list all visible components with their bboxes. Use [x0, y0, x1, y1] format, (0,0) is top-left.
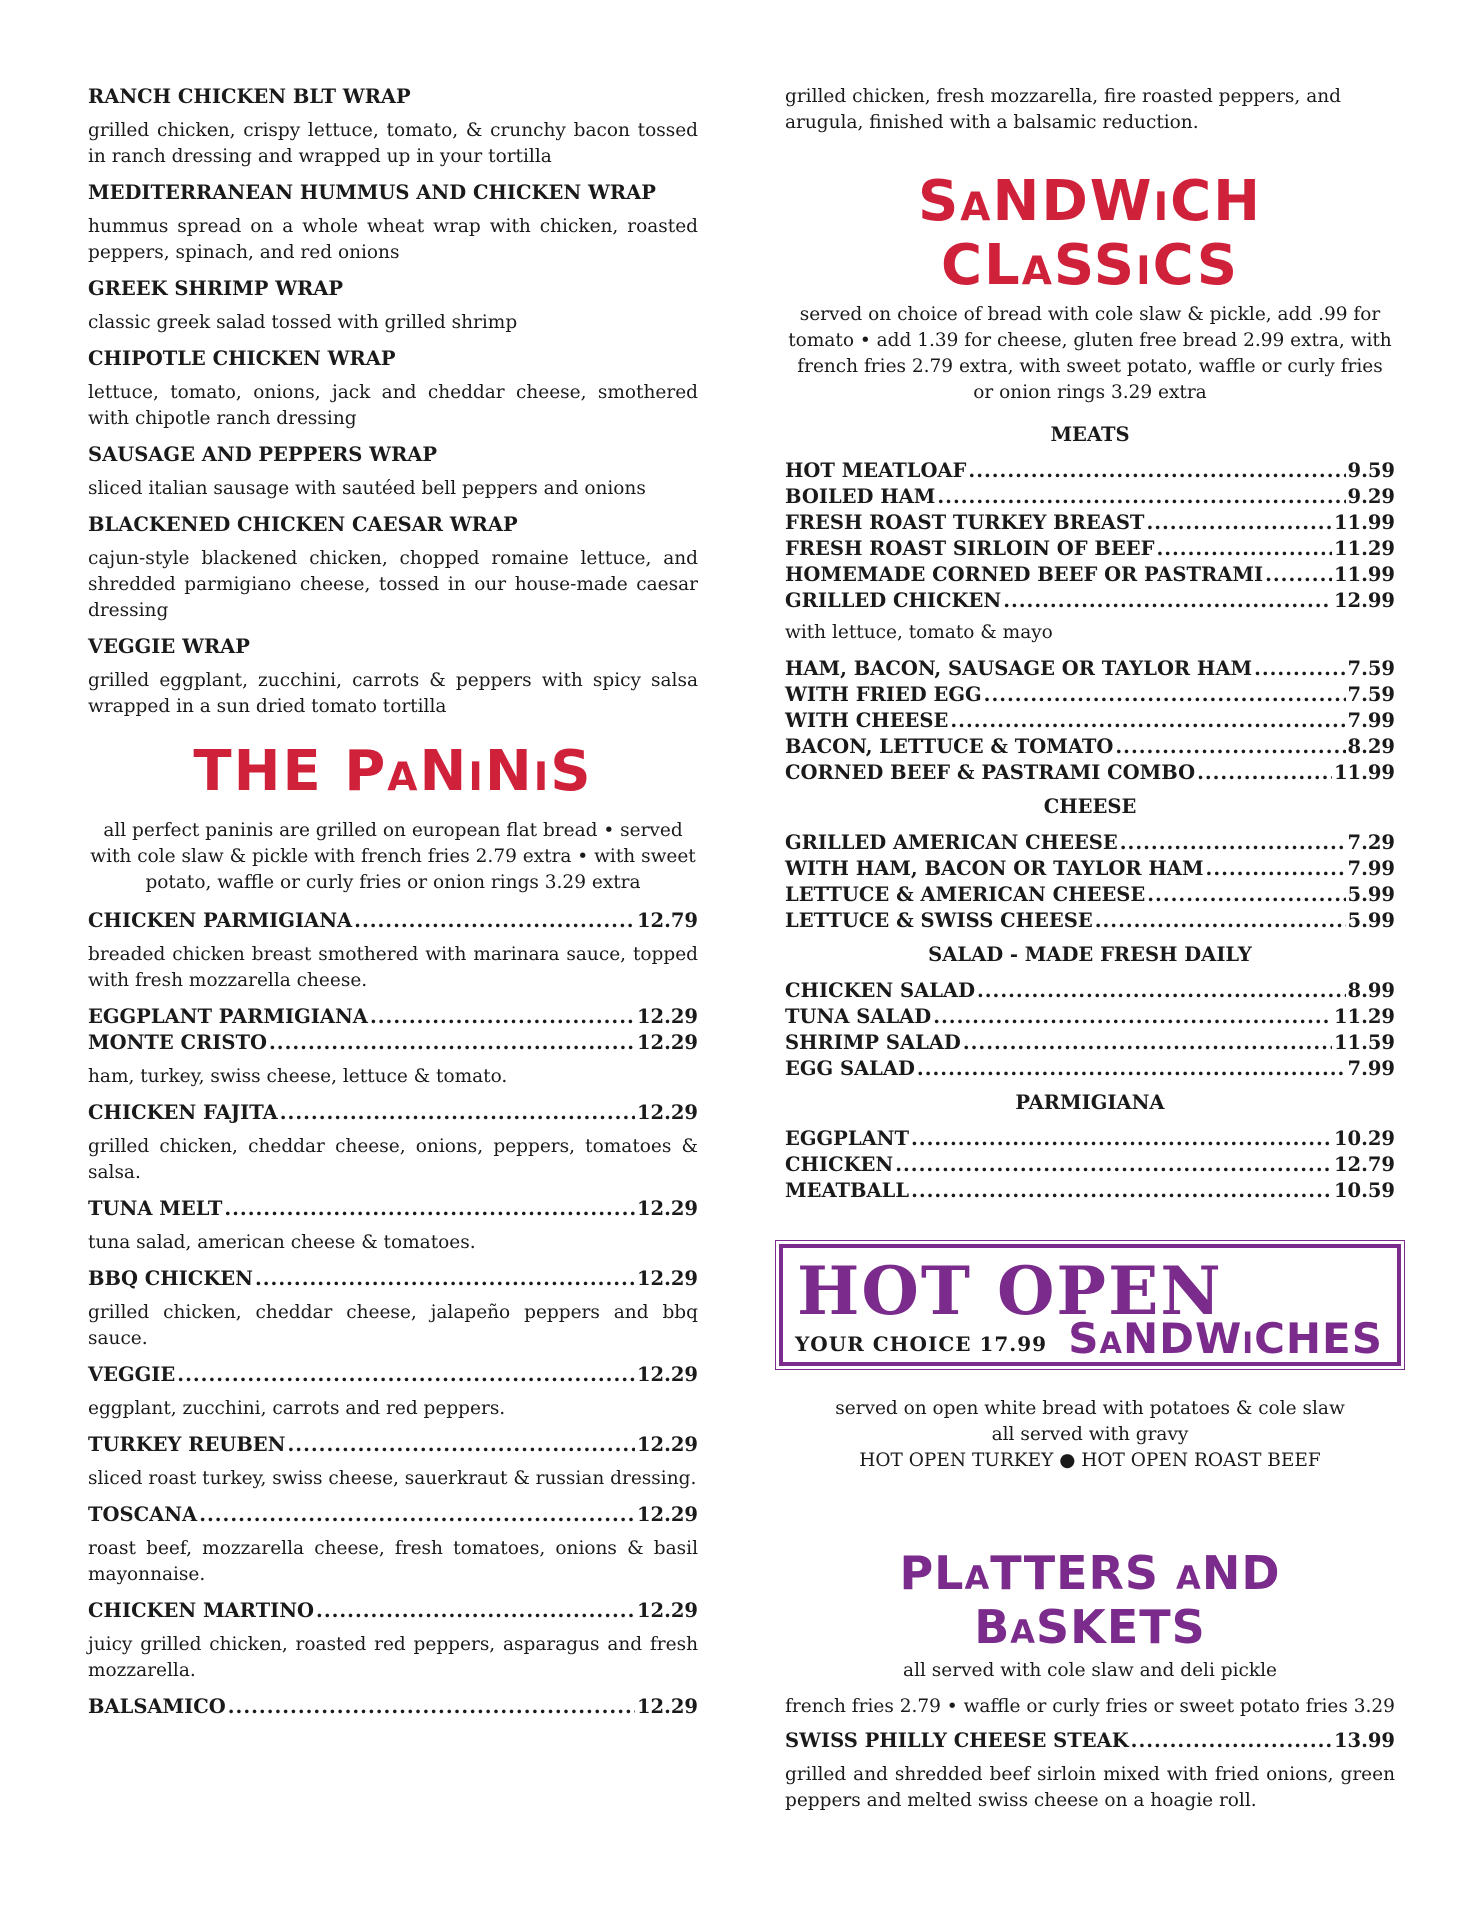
- leader-dots: [984, 682, 1346, 708]
- menu-item-name: BALSAMICO: [88, 1695, 226, 1718]
- menu-item-name: TUNA MELT: [88, 1197, 223, 1220]
- wrap-item: [88, 442, 698, 502]
- leader-dots: [1254, 656, 1345, 682]
- menu-item-description: grilled and shredded beef sirloin mixed with fried onions, green peppers and melted swiss cheese on a hoagie roll.: [785, 1764, 1395, 1811]
- menu-item-name: BACON, LETTUCE & TOMATO: [785, 735, 1114, 758]
- hot-open-choice: YOUR CHOICE 17.99: [795, 1332, 1048, 1356]
- wrap-name: MEDITERRANEAN HUMMUS AND CHICKEN WRAP: [88, 181, 656, 204]
- menu-item-price: 12.29: [636, 1197, 698, 1220]
- meats-heading: MEATS: [1050, 423, 1130, 446]
- menu-item-description: grilled chicken, cheddar cheese, onions, peppers, tomatoes & salsa.: [88, 1136, 698, 1183]
- menu-item-name: TUNA SALAD: [785, 1005, 932, 1028]
- menu-item-row: [88, 1100, 698, 1126]
- menu-item-name: BOILED HAM: [785, 485, 936, 508]
- menu-item-price: 11.99: [1333, 563, 1395, 586]
- leader-dots: [917, 1056, 1346, 1082]
- menu-item-row: [785, 760, 1395, 786]
- parmigiana-heading: PARMIGIANA: [1015, 1091, 1165, 1114]
- leader-dots: [1115, 734, 1345, 760]
- wrap-description: hummus spread on a whole wheat wrap with chicken, roasted peppers, spinach, and red onions: [88, 216, 698, 263]
- wrap-name: CHIPOTLE CHICKEN WRAP: [88, 347, 396, 370]
- menu-item-price: 12.99: [1333, 589, 1395, 612]
- balsamico-description: grilled chicken, fresh mozzarella, fire roasted peppers, and arugula, finished with a balsamic reduction.: [785, 86, 1341, 133]
- menu-item-row: [785, 536, 1395, 562]
- leader-dots: [963, 1030, 1332, 1056]
- menu-item-price: 7.29: [1347, 831, 1395, 854]
- paninis-intro: all perfect paninis are grilled on european flat bread • served with cole slaw & pickle with french fries 2.79 extra • with sweet potato, waffle or curly fries or onion rings 3.29 extra: [90, 820, 696, 893]
- wrap-item: [88, 180, 698, 266]
- menu-item-row: [88, 1362, 698, 1388]
- menu-item-row: [785, 1178, 1395, 1204]
- leader-dots: [968, 458, 1345, 484]
- menu-item-row: [785, 656, 1395, 682]
- menu-item-row: [785, 830, 1395, 856]
- paninis-list: [88, 908, 698, 1720]
- menu-item-row: [88, 1598, 698, 1624]
- menu-item-name: LETTUCE & AMERICAN CHEESE: [785, 883, 1146, 906]
- menu-item-name: CORNED BEEF & PASTRAMI COMBO: [785, 761, 1196, 784]
- leader-dots: [1095, 908, 1346, 934]
- menu-item-description: ham, turkey, swiss cheese, lettuce & tomato.: [88, 1066, 508, 1087]
- meats2-list: [785, 656, 1395, 786]
- menu-item-price: 7.99: [1347, 1057, 1395, 1080]
- menu-item-row: [88, 1694, 698, 1720]
- menu-item-name: HOMEMADE CORNED BEEF OR PASTRAMI: [785, 563, 1264, 586]
- menu-item-name: EGG SALAD: [785, 1057, 915, 1080]
- menu-item-price: 11.99: [1333, 761, 1395, 784]
- menu-item-row: [785, 734, 1395, 760]
- menu-item-description: breaded chicken breast smothered with marinara sauce, topped with fresh mozzarella cheese.: [88, 944, 698, 991]
- menu-item-price: 11.29: [1333, 1005, 1395, 1028]
- meats-note: with lettuce, tomato & mayo: [785, 622, 1053, 643]
- menu-item-row: [88, 1432, 698, 1458]
- sandwich-classics-title: SaNDWiCH CLaSSiCS: [917, 169, 1263, 298]
- platters-title: PLaTTERS aND BaSKETS: [899, 1546, 1281, 1654]
- wrap-item: [88, 276, 698, 336]
- hot-open-line-1: served on open white bread with potatoes & cole slaw: [835, 1398, 1345, 1419]
- leader-dots: [950, 708, 1345, 734]
- paninis-title: THE PaNiNiS: [193, 739, 593, 804]
- wrap-name: BLACKENED CHICKEN CAESAR WRAP: [88, 513, 518, 536]
- menu-item-name: HAM, BACON, SAUSAGE OR TAYLOR HAM: [785, 657, 1253, 680]
- leader-dots: [228, 1694, 635, 1720]
- menu-item-price: 12.29: [636, 1005, 698, 1028]
- menu-item-row: [88, 1502, 698, 1528]
- wrap-item: [88, 84, 698, 170]
- wrap-item: [88, 346, 698, 432]
- sandwich-classics-intro: served on choice of bread with cole slaw & pickle, add .99 for tomato • add 1.39 for cheese, gluten free bread 2.99 extra, with french fries 2.79 extra, with sweet potato, waffle or curly fries or onion rings 3.29 extra: [788, 304, 1392, 403]
- cheese-heading: CHEESE: [1043, 795, 1137, 818]
- leader-dots: [316, 1598, 635, 1624]
- menu-item-row: [88, 1266, 698, 1292]
- wrap-description: grilled eggplant, zucchini, carrots & peppers with spicy salsa wrapped in a sun dried tomato tortilla: [88, 670, 698, 717]
- menu-item-row: [785, 458, 1395, 484]
- wrap-description: sliced italian sausage with sautéed bell peppers and onions: [88, 478, 646, 499]
- leader-dots: [288, 1432, 635, 1458]
- menu-item-row: [785, 1004, 1395, 1030]
- leader-dots: [1146, 510, 1332, 536]
- menu-item-name: CHICKEN MARTINO: [88, 1599, 315, 1622]
- wrap-description: grilled chicken, crispy lettuce, tomato, & crunchy bacon tossed in ranch dressing and wrapped up in your tortilla: [88, 120, 698, 167]
- menu-item-row: [785, 484, 1395, 510]
- menu-item-name: WITH FRIED EGG: [785, 683, 982, 706]
- menu-item-price: 7.99: [1347, 709, 1395, 732]
- wrap-description: cajun-style blackened chicken, chopped romaine lettuce, and shredded parmigiano cheese, tossed in our house-made caesar dressing: [88, 548, 698, 621]
- menu-item-name: CHICKEN PARMIGIANA: [88, 909, 353, 932]
- menu-item-description: grilled chicken, cheddar cheese, jalapeño peppers and bbq sauce.: [88, 1302, 698, 1349]
- menu-item-price: 12.29: [636, 1267, 698, 1290]
- menu-item-name: SHRIMP SALAD: [785, 1031, 961, 1054]
- menu-item-price: 12.29: [636, 1031, 698, 1054]
- platters-intro: all served with cole slaw and deli pickle: [903, 1660, 1277, 1681]
- right-column: [785, 84, 1395, 1824]
- menu-item-row: [785, 978, 1395, 1004]
- menu-item-name: FRESH ROAST TURKEY BREAST: [785, 511, 1145, 534]
- menu-item-name: MEATBALL: [785, 1179, 910, 1202]
- hot-open-box: [779, 1244, 1401, 1366]
- menu-item-price: 9.59: [1347, 459, 1395, 482]
- menu-item-price: 7.59: [1347, 683, 1395, 706]
- menu-item-row: [785, 908, 1395, 934]
- menu-item-price: 10.29: [1333, 1127, 1395, 1150]
- leader-dots: [937, 484, 1345, 510]
- menu-item-price: 5.99: [1347, 883, 1395, 906]
- menu-item-name: WITH HAM, BACON OR TAYLOR HAM: [785, 857, 1204, 880]
- menu-item-row: [785, 562, 1395, 588]
- leader-dots: [1120, 830, 1346, 856]
- menu-item-row: [785, 1056, 1395, 1082]
- menu-item-row: [88, 1004, 698, 1030]
- wrap-name: VEGGIE WRAP: [88, 635, 250, 658]
- hot-open-title: HOT OPEN: [797, 1252, 1223, 1330]
- leader-dots: [224, 1196, 635, 1222]
- menu-item-row: [785, 882, 1395, 908]
- menu-item-name: GRILLED AMERICAN CHEESE: [785, 831, 1118, 854]
- salad-list: [785, 978, 1395, 1082]
- leader-dots: [1265, 562, 1332, 588]
- menu-item-description: roast beef, mozzarella cheese, fresh tomatoes, onions & basil mayonnaise.: [88, 1538, 698, 1585]
- leader-dots: [1197, 760, 1332, 786]
- menu-item-name: CHICKEN FAJITA: [88, 1101, 278, 1124]
- menu-item-price: 12.79: [636, 909, 698, 932]
- menu-item-price: 8.99: [1347, 979, 1395, 1002]
- menu-item-price: 11.99: [1333, 511, 1395, 534]
- leader-dots: [370, 1004, 635, 1030]
- menu-item-price: 12.79: [1333, 1153, 1395, 1176]
- leader-dots: [1003, 588, 1332, 614]
- menu-item-price: 11.59: [1333, 1031, 1395, 1054]
- leader-dots: [933, 1004, 1332, 1030]
- hot-open-line-2: all served with gravy: [991, 1424, 1189, 1445]
- menu-item-price: 12.29: [636, 1599, 698, 1622]
- menu-item-price: 12.29: [636, 1503, 698, 1526]
- menu-item-row: [785, 682, 1395, 708]
- menu-item-price: 10.59: [1333, 1179, 1395, 1202]
- menu-item-name: SWISS PHILLY CHEESE STEAK: [785, 1729, 1129, 1752]
- menu-item-description: tuna salad, american cheese & tomatoes.: [88, 1232, 476, 1253]
- leader-dots: [354, 908, 635, 934]
- salad-heading: SALAD - MADE FRESH DAILY: [928, 943, 1252, 966]
- menu-item-price: 9.29: [1347, 485, 1395, 508]
- leader-dots: [177, 1362, 635, 1388]
- wrap-name: SAUSAGE AND PEPPERS WRAP: [88, 443, 438, 466]
- leader-dots: [1206, 856, 1346, 882]
- wrap-name: RANCH CHICKEN BLT WRAP: [88, 85, 411, 108]
- menu-item-row: [785, 1126, 1395, 1152]
- menu-item-price: 7.99: [1347, 857, 1395, 880]
- leader-dots: [1147, 882, 1345, 908]
- menu-item-row: [785, 1030, 1395, 1056]
- menu-item-name: CHICKEN: [785, 1153, 894, 1176]
- left-column: [88, 84, 698, 1720]
- leader-dots: [1131, 1728, 1332, 1754]
- hot-open-line-3: HOT OPEN TURKEY ● HOT OPEN ROAST BEEF: [859, 1450, 1321, 1471]
- menu-item-name: BBQ CHICKEN: [88, 1267, 253, 1290]
- menu-item-price: 12.29: [636, 1695, 698, 1718]
- menu-item-name: FRESH ROAST SIRLOIN OF BEEF: [785, 537, 1155, 560]
- menu-item-price: 8.29: [1347, 735, 1395, 758]
- leader-dots: [199, 1502, 635, 1528]
- menu-item-price: 7.59: [1347, 657, 1395, 680]
- menu-item-name: MONTE CRISTO: [88, 1031, 267, 1054]
- menu-item-price: 11.29: [1333, 537, 1395, 560]
- wrap-item: [88, 634, 698, 720]
- menu-item-row: [88, 1196, 698, 1222]
- menu-item-price: 12.29: [636, 1363, 698, 1386]
- leader-dots: [895, 1152, 1332, 1178]
- meats-list: [785, 458, 1395, 614]
- hot-open-subtitle: SaNDWiCHES: [1068, 1314, 1383, 1363]
- menu-item-description: juicy grilled chicken, roasted red peppers, asparagus and fresh mozzarella.: [88, 1634, 698, 1681]
- menu-item-row: [785, 708, 1395, 734]
- menu-item-description: sliced roast turkey, swiss cheese, sauerkraut & russian dressing.: [88, 1468, 697, 1489]
- menu-item-row: [785, 510, 1395, 536]
- menu-item-price: 5.99: [1347, 909, 1395, 932]
- menu-item-row: [785, 588, 1395, 614]
- leader-dots: [977, 978, 1346, 1004]
- wrap-description: classic greek salad tossed with grilled shrimp: [88, 312, 518, 333]
- menu-item-name: TURKEY REUBEN: [88, 1433, 286, 1456]
- menu-item-description: eggplant, zucchini, carrots and red peppers.: [88, 1398, 506, 1419]
- menu-item-name: EGGPLANT PARMIGIANA: [88, 1005, 368, 1028]
- menu-item-row: [785, 1152, 1395, 1178]
- leader-dots: [280, 1100, 635, 1126]
- platters-fries: french fries 2.79 • waffle or curly fries or sweet potato fries 3.29: [785, 1696, 1395, 1717]
- parmigiana-list: [785, 1126, 1395, 1204]
- menu-item-price: 12.29: [636, 1101, 698, 1124]
- menu-item-price: 12.29: [636, 1433, 698, 1456]
- menu-item-price: 13.99: [1333, 1729, 1395, 1752]
- wrap-name: GREEK SHRIMP WRAP: [88, 277, 344, 300]
- menu-item-name: GRILLED CHICKEN: [785, 589, 1002, 612]
- wrap-description: lettuce, tomato, onions, jack and cheddar cheese, smothered with chipotle ranch dressing: [88, 382, 698, 429]
- menu-item-name: EGGPLANT: [785, 1127, 910, 1150]
- menu-item-name: CHICKEN SALAD: [785, 979, 975, 1002]
- leader-dots: [255, 1266, 635, 1292]
- leader-dots: [911, 1178, 1332, 1204]
- menu-item-name: VEGGIE: [88, 1363, 176, 1386]
- platters-list: [785, 1728, 1395, 1814]
- leader-dots: [269, 1030, 635, 1056]
- menu-item-row: [785, 1728, 1395, 1754]
- cheese-list: [785, 830, 1395, 934]
- hot-open-info: [785, 1396, 1395, 1474]
- menu-item-name: LETTUCE & SWISS CHEESE: [785, 909, 1093, 932]
- menu-item-name: HOT MEATLOAF: [785, 459, 967, 482]
- menu-item-row: [88, 908, 698, 934]
- menu-item-name: TOSCANA: [88, 1503, 198, 1526]
- menu-item-row: [785, 856, 1395, 882]
- wraps-section: [88, 84, 698, 720]
- menu-item-name: WITH CHEESE: [785, 709, 949, 732]
- menu-item-row: [88, 1030, 698, 1056]
- leader-dots: [911, 1126, 1332, 1152]
- wrap-item: [88, 512, 698, 624]
- leader-dots: [1156, 536, 1332, 562]
